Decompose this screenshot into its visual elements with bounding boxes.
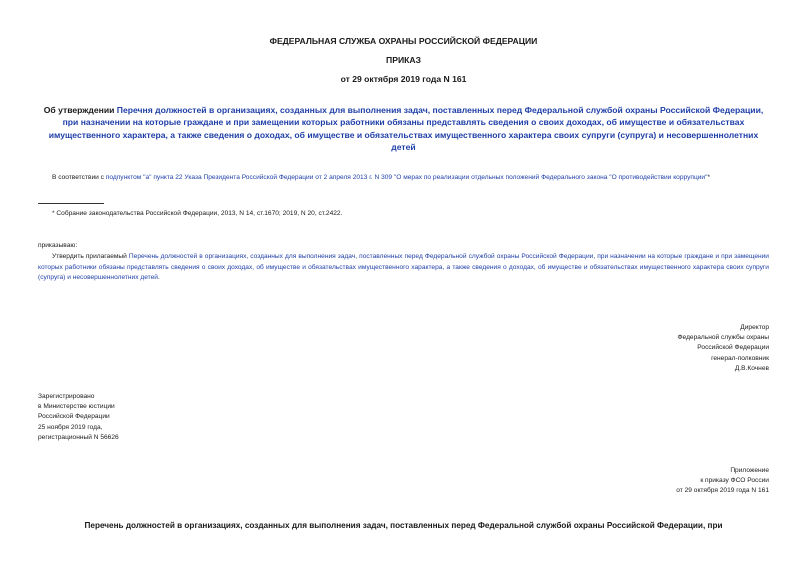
- registration-line-1: Зарегистрировано: [38, 393, 95, 400]
- signature-rank: генерал-полковник: [711, 354, 769, 362]
- title-link[interactable]: Перечня должностей в организациях, созданных для выполнения задач, поставленных перед Федеральной службой охраны Российской Федерации, при назначении на которые граждане и при замещении которых работники обязаны представлять сведения о своих доходах, об имуществе и обязательствах имущественного характера, а также сведения о доходах, об имуществе и обязательствах имущественного характера своих супруги (супруга) и несовершеннолетних детей: [48, 105, 764, 153]
- prikazyvayu-label: приказываю:: [38, 242, 78, 249]
- footnote-text: * Собрание законодательства Российской Федерации, 2013, N 14, ст.1670; 2019, N 20, ст.2422.: [52, 210, 343, 217]
- agency-heading: ФЕДЕРАЛЬНАЯ СЛУЖБА ОХРАНЫ РОССИЙСКОЙ ФЕДЕРАЦИИ: [269, 36, 538, 46]
- order-prefix: Утвердить прилагаемый: [52, 253, 129, 260]
- signature-country: Российской Федерации: [697, 344, 769, 352]
- signature-block: [678, 323, 769, 374]
- preamble-prefix: В соответствии с: [52, 174, 106, 181]
- appendix-label: Приложение: [730, 467, 769, 474]
- appendix-block: [676, 466, 769, 497]
- order-paragraph: [38, 252, 769, 284]
- order-date: от 29 октября 2019 года N 161: [340, 74, 467, 84]
- registration-line-4: 25 ноября 2019 года,: [38, 423, 103, 431]
- order-link[interactable]: Перечень должностей в организациях, созданных для выполнения задач, поставленных перед Федеральной службой охраны Российской Федерации, при назначении на которые граждане и при замещении которых работники обязаны представлять сведения о своих доходах, об имуществе и обязательствах имущественного характера, а также сведения о доходах, об имуществе и обязательствах имущественного характера своих супруги (супруга) и несовершеннолетних детей: [38, 253, 769, 282]
- signature-org: Федеральной службы охраны: [677, 334, 769, 342]
- registration-block: [38, 392, 119, 443]
- signature-name: Д.В.Кочнев: [734, 364, 769, 372]
- registration-line-3: Российской Федерации: [38, 413, 110, 421]
- footnote-marker: *: [707, 174, 711, 181]
- title-prefix: Об утверждении: [43, 105, 117, 115]
- doc-type-heading: ПРИКАЗ: [386, 55, 421, 65]
- registration-line-5: регистрационный N 56626: [38, 433, 119, 441]
- appendix-reference: к приказу ФСО России: [700, 477, 769, 485]
- list-title: Перечень должностей в организациях, созданных для выполнения задач, поставленных перед Федеральной службой охраны Российской Федерации, при: [84, 521, 723, 530]
- preamble-paragraph: [38, 173, 769, 184]
- footnote-divider: [38, 203, 104, 204]
- order-title: [36, 104, 771, 154]
- order-suffix: .: [157, 274, 160, 282]
- appendix-date: от 29 октября 2019 года N 161: [676, 487, 769, 495]
- registration-line-2: в Министерстве юстиции: [38, 403, 115, 411]
- preamble-link[interactable]: подпунктом "а" пункта 22 Указа Президента Российской Федерации от 2 апреля 2013 г. N 309 "О мерах по реализации отдельных положений Федерального закона "О противодействии коррупции": [105, 174, 708, 181]
- signature-position: Директор: [740, 324, 769, 331]
